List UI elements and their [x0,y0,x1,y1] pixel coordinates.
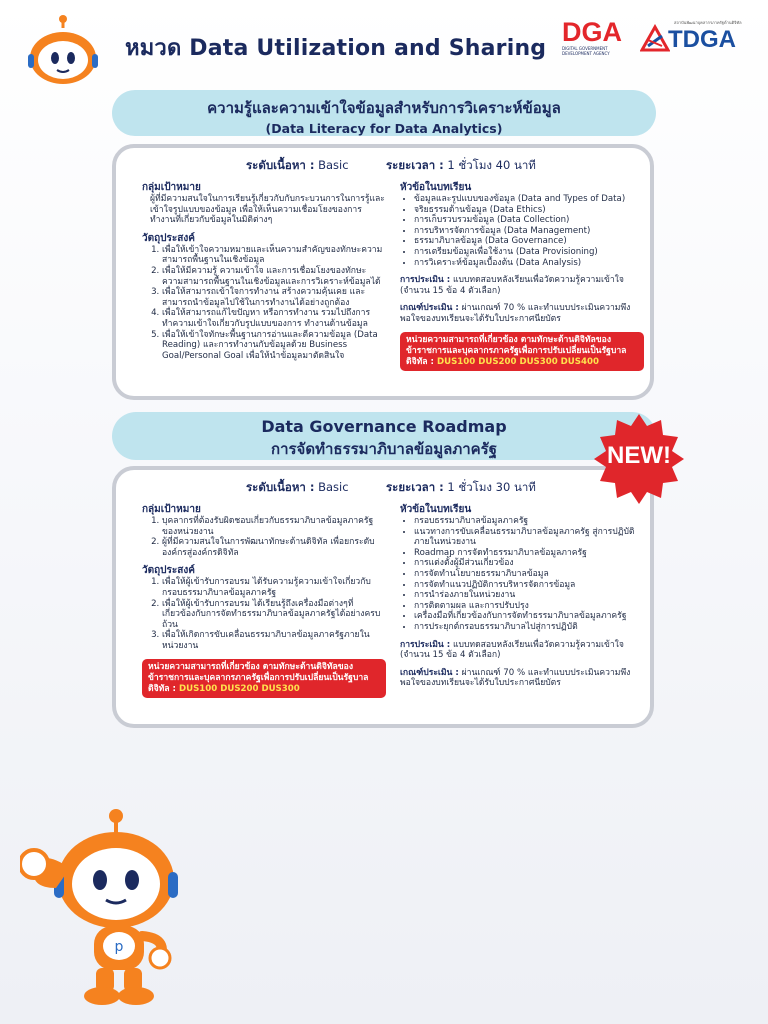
course2-duration-label: ระยะเวลา : [386,480,444,494]
course2-targets-list [142,516,386,558]
course1-evaluation [400,275,644,296]
course2-duration [386,479,536,497]
list-item: • จริยธรรมด้านข้อมูล (Data Ethics) [414,205,644,216]
course1-duration-value: 1 ชั่วโมง 40 นาที [447,158,536,172]
list-item: 1. เพื่อให้ผู้เข้ารับการอบรม ได้รับความรู้ความเข้าใจเกี่ยวกับกรอบธรรมาภิบาลข้อมูลภาครัฐ [162,577,386,598]
tdga-mark-icon [640,24,670,52]
list-item: 3. เพื่อให้เกิดการขับเคลื่อนธรรมาภิบาลข้อมูลภาครัฐภายในหน่วยงาน [162,630,386,651]
list-item: 2. ผู้ที่มีความสนใจในการพัฒนาทักษะด้านดิจิทัล เพื่อยกระดับองค์กรสู่องค์กรดิจิทัล [162,537,386,558]
course2-level-label: ระดับเนื้อหา : [246,480,315,494]
dga-logo-sub: DIGITAL GOVERNMENT DEVELOPMENT AGENCY [562,46,610,56]
list-item: • การเก็บรวบรวมข้อมูล (Data Collection) [414,215,644,226]
course2-objectives-list [142,577,386,651]
list-item: • การประยุกต์กรอบธรรมาภิบาลไปสู่การปฏิบัติ [414,622,644,633]
list-item: • การจัดทำนโยบายธรรมาภิบาลข้อมูล [414,569,644,580]
course1-criteria [400,303,644,324]
course1-eval-label: การประเมิน : [400,275,451,286]
course2-level-value: Basic [318,480,349,494]
course2-criteria-text: ผ่านเกณฑ์ 70 % และทำแบบประเมินความพึงพอใจของบทเรียนจะได้รับใบประกาศนียบัตร [400,667,631,689]
course1-objectives-list [142,245,386,362]
tdga-logo [640,22,750,58]
course2-topics-heading: หัวข้อในบทเรียน [400,504,472,515]
course2-competency-box [142,659,386,698]
course1-topics-heading: หัวข้อในบทเรียน [400,182,472,193]
course1-level [246,157,349,175]
course1-criteria-label: เกณฑ์ประเมิน : [400,303,459,314]
list-item: 4. เพื่อให้สามารถแก้ไขปัญหา หรือการทำงาน รวมไปถึงการทำความเข้าใจเกี่ยวกับรูปแบบของการ ทำงานด้านข้อมูล [162,308,386,329]
dga-logo-text: DGA [562,17,622,47]
course1-left-column [142,182,386,361]
course1-objectives-heading: วัตถุประสงค์ [142,232,195,244]
course2-title-en: Data Governance Roadmap [261,417,507,436]
course2-title-pill [112,412,656,460]
list-item: • การนำร่องภายในหน่วยงาน [414,590,644,601]
course2-card [112,466,654,728]
course1-level-value: Basic [318,158,349,172]
course1-competency-codes: DUS100 DUS200 DUS300 DUS400 [436,356,599,367]
list-item: 3. เพื่อให้สามารถเข้าใจการทำงาน สร้างความคุ้นเคย และสามารถนำข้อมูลไปใช้ในการทำงานได้อย่างถูกต้อง [162,287,386,308]
new-badge-text: NEW! [607,442,671,469]
course2-objectives-heading: วัตถุประสงค์ [142,565,195,577]
course2-title-th: การจัดทำธรรมาภิบาลข้อมูลภาครัฐ [270,440,498,458]
svg-text:p: p [114,939,124,955]
course1-target-heading: กลุ่มเป้าหมาย [142,182,201,193]
tdga-logo-sub: สถาบันพัฒนาบุคลากรภาครัฐด้านดิจิทัล [674,20,742,25]
mascot-head-icon [26,14,100,86]
course2-topics-list [400,516,644,633]
list-item: • การบริหารจัดการข้อมูล (Data Management) [414,226,644,237]
course1-criteria-text: ผ่านเกณฑ์ 70 % และทำแบบประเมินความพึงพอใจของบทเรียนจะได้รับใบประกาศนียบัตร [400,303,631,324]
course2-eval-label: การประเมิน : [400,639,451,650]
list-item: • ธรรมาภิบาลข้อมูล (Data Governance) [414,236,644,247]
course2-evaluation [400,640,644,661]
list-item: • กรอบธรรมาภิบาลข้อมูลภาครัฐ [414,516,644,527]
course2-right-column [400,504,644,689]
list-item: • การจัดทำแนวปฏิบัติการบริหารจัดการข้อมูล [414,580,644,591]
list-item: • แนวทางการขับเคลื่อนธรรมาภิบาลข้อมูลภาครัฐ สู่การปฏิบัติภายในหน่วยงาน [414,527,644,548]
course1-topics-list [400,194,644,268]
course1-title-th: ความรู้และความเข้าใจข้อมูลสำหรับการวิเคราะห์ข้อมูล [207,99,561,117]
course2-criteria-label: เกณฑ์ประเมิน : [400,667,459,678]
tdga-logo-text: TDGA [668,26,736,53]
list-item: 5. เพื่อให้เข้าใจทักษะพื้นฐานการอ่านและตีความข้อมูล (Data Reading) และการทำงานกับข้อมูลด้วย Business Goal/Personal Goal เพื่อให้นำข้อมูลมาตัดสินใจ [162,330,386,362]
course1-right-column [400,182,644,371]
list-item: 2. เพื่อให้ผู้เข้ารับการอบรม ได้เรียนรู้ถึงเครื่องมือต่างๆที่เกี่ยวข้องกับการจัดทำธรรมาภิบาลข้อมูลภาครัฐได้อย่างครบถ้วน [162,599,386,631]
list-item: • เครื่องมือที่เกี่ยวข้องกับการจัดทำธรรมาภิบาลข้อมูลภาครัฐ [414,611,644,622]
course2-competency-codes: DUS100 DUS200 DUS300 [178,683,300,694]
list-item: 1. เพื่อให้เข้าใจความหมายและเห็นความสำคัญของทักษะความสามารถพื้นฐานในเชิงข้อมูล [162,245,386,266]
course1-eval-text: แบบทดสอบหลังเรียนเพื่อวัดความรู้ความเข้าใจ (จำนวน 15 ข้อ 4 ตัวเลือก) [400,275,624,296]
course1-target-text: ผู้ที่มีความสนใจในการเรียนรู้เกี่ยวกับกับกระบวนการในการรู้และเข้าใจรูปแบบของข้อมูล เพื่อให้เห็นความเชื่อมโยงของการทำงานที่เกี่ยวกับข้อมูลในมิติต่างๆ [150,194,385,226]
course1-competency-text: หน่วยความสามารถที่เกี่ยวข้อง ตามทักษะด้านดิจิทัลของข้าราชการและบุคลากรภาครัฐเพื่อการปรับเปลี่ยนเป็นรัฐบาลดิจิทัล : [406,334,627,367]
list-item: • ข้อมูลและรูปแบบของข้อมูล (Data and Types of Data) [414,194,644,205]
list-item: 2. เพื่อให้มีความรู้ ความเข้าใจ และการเชื่อมโยงของทักษะความสามารถพื้นฐานในเชิงข้อมูลและการวิเคราะห์ข้อมูลได้ [162,266,386,287]
course1-duration-label: ระยะเวลา : [386,158,444,172]
course2-left-column [142,504,386,698]
course2-duration-value: 1 ชั่วโมง 30 นาที [447,480,536,494]
course1-card [112,144,654,400]
list-item: • การแต่งตั้งผู้มีส่วนเกี่ยวข้อง [414,558,644,569]
course1-level-label: ระดับเนื้อหา : [246,158,315,172]
course2-eval-text: แบบทดสอบหลังเรียนเพื่อวัดความรู้ความเข้าใจ (จำนวน 15 ข้อ 4 ตัวเลือก) [400,639,624,661]
list-item: • Roadmap การจัดทำธรรมาภิบาลข้อมูลภาครัฐ [414,548,644,559]
page-title: หมวด Data Utilization and Sharing [125,36,547,61]
dga-logo [562,18,632,62]
list-item: • การวิเคราะห์ข้อมูลเบื้องต้น (Data Analysis) [414,258,644,269]
course1-duration [386,157,536,175]
course2-criteria [400,668,644,689]
mascot-waving-icon [20,808,190,1008]
list-item: 1. บุคลากรที่ต้องรับผิดชอบเกี่ยวกับธรรมาภิบาลข้อมูลภาครัฐของหน่วยงาน [162,516,386,537]
course1-title-pill [112,90,656,136]
new-badge [592,412,686,506]
course2-level [246,479,349,497]
list-item: • การเตรียมข้อมูลเพื่อใช้งาน (Data Provisioning) [414,247,644,258]
course2-target-heading: กลุ่มเป้าหมาย [142,504,201,515]
course2-competency-text: หน่วยความสามารถที่เกี่ยวข้อง ตามทักษะด้านดิจิทัลของข้าราชการและบุคลากรภาครัฐเพื่อการปรับเปลี่ยนเป็นรัฐบาลดิจิทัล : [148,661,369,694]
course1-competency-box [400,332,644,371]
list-item: • การติดตามผล และการปรับปรุง [414,601,644,612]
course1-title-en: (Data Literacy for Data Analytics) [265,121,503,136]
